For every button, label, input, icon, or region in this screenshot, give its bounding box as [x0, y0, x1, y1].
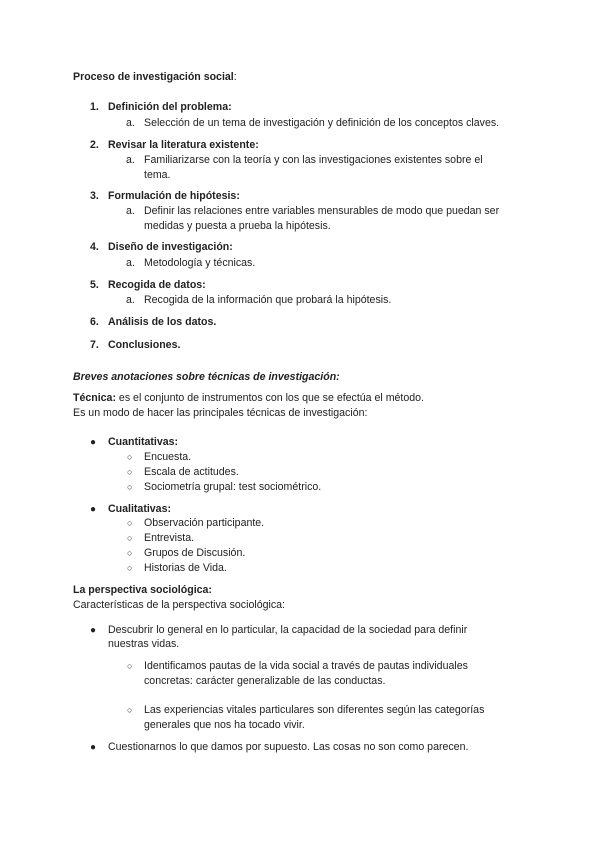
step-2-sub-text: Familiarizarse con la teoría y con las investigaciones existentes sobre el: [144, 154, 483, 166]
step-3-sub-text-cont: medidas y puesta a prueba la hipótesis.: [144, 220, 331, 232]
step-5-sub-text: Recogida de la información que probará la hipótesis.: [144, 294, 392, 306]
step-3-sub-text: Definir las relaciones entre variables mensurables de modo que puedan ser: [144, 205, 500, 217]
cual-item-1: Observación participante.: [144, 517, 265, 529]
bullet-1-line-1: Descubrir lo general en lo particular, la capacidad de la sociedad para definir: [108, 624, 468, 636]
sub-bullet-2-line-2: generales que nos ha tocado vivir.: [144, 719, 305, 731]
circle-bullet-icon: ○: [127, 563, 133, 573]
cuant-item-1: Encuesta.: [144, 451, 192, 463]
step-3-title: Formulación de hipótesis:: [108, 190, 240, 202]
step-5-sub-marker: a.: [126, 294, 135, 306]
cual-item-2: Entrevista.: [144, 532, 195, 544]
step-5-number: 5.: [90, 279, 99, 291]
step-3-sub-marker: a.: [126, 205, 135, 217]
step-7-number: 7.: [90, 339, 99, 351]
circle-bullet-icon: ○: [127, 661, 133, 671]
step-1-sub-marker: a.: [126, 117, 135, 129]
step-4-number: 4.: [90, 241, 99, 253]
heading-proceso-colon: :: [233, 71, 237, 83]
tecnica-label: Técnica:: [73, 392, 116, 404]
tecnica-text: es el conjunto de instrumentos con los que se efectúa el método.: [115, 392, 424, 404]
step-4-sub-marker: a.: [126, 257, 135, 269]
cualitativas-title: Cualitativas:: [108, 503, 171, 515]
sub-bullet-2-line-1: Las experiencias vitales particulares son diferentes según las categorías: [144, 704, 485, 716]
step-3-number: 3.: [90, 190, 99, 202]
tecnica-definition: [73, 392, 424, 405]
step-5-title: Recogida de datos:: [108, 279, 206, 291]
cuant-item-2: Escala de actitudes.: [144, 466, 239, 478]
step-6-number: 6.: [90, 316, 99, 328]
tecnica-line-2: Es un modo de hacer las principales técnicas de investigación:: [73, 407, 368, 419]
cuant-item-3: Sociometría grupal: test sociométrico.: [144, 481, 322, 493]
bullet-1-line-2: nuestras vidas.: [108, 638, 180, 650]
bullet-icon: ●: [90, 504, 97, 515]
sub-bullet-1-line-2: concretas: carácter generalizable de las conductas.: [144, 675, 386, 687]
circle-bullet-icon: ○: [127, 452, 133, 462]
circle-bullet-icon: ○: [127, 467, 133, 477]
cual-item-3: Grupos de Discusión.: [144, 547, 246, 559]
caracteristicas-intro: Características de la perspectiva sociológica:: [73, 599, 285, 611]
heading-perspectiva: La perspectiva sociológica:: [73, 584, 212, 596]
step-1: 1.: [90, 101, 99, 113]
circle-bullet-icon: ○: [127, 482, 133, 492]
circle-bullet-icon: ○: [127, 705, 133, 715]
circle-bullet-icon: ○: [127, 548, 133, 558]
step-2-number: 2.: [90, 139, 99, 151]
step-4-title: Diseño de investigación:: [108, 241, 233, 253]
cual-item-4: Historias de Vida.: [144, 562, 227, 574]
step-4-sub-text: Metodología y técnicas.: [144, 257, 256, 269]
step-2-title: Revisar la literatura existente:: [108, 139, 259, 151]
heading-breves-anotaciones: Breves anotaciones sobre técnicas de investigación:: [73, 371, 340, 383]
step-2-sub-marker: a.: [126, 154, 135, 166]
cuantitativas-title: Cuantitativas:: [108, 436, 179, 448]
step-2-sub-text-cont: tema.: [144, 169, 171, 181]
bullet-2-text: Cuestionarnos lo que damos por supuesto. Las cosas no son como parecen.: [108, 741, 469, 753]
bullet-icon: ●: [90, 437, 97, 448]
heading-proceso-text: Proceso de investigación social: [73, 71, 234, 83]
bullet-icon: ●: [90, 625, 97, 636]
step-1-title: Definición del problema:: [108, 101, 232, 113]
heading-proceso: [73, 71, 237, 84]
circle-bullet-icon: ○: [127, 533, 133, 543]
bullet-icon: ●: [90, 742, 97, 753]
sub-bullet-1-line-1: Identificamos pautas de la vida social a través de pautas individuales: [144, 660, 468, 672]
step-6-title: Análisis de los datos.: [108, 316, 217, 328]
circle-bullet-icon: ○: [127, 518, 133, 528]
step-7-title: Conclusiones.: [108, 339, 181, 351]
step-1-sub-text: Selección de un tema de investigación y definición de los conceptos claves.: [144, 117, 500, 129]
